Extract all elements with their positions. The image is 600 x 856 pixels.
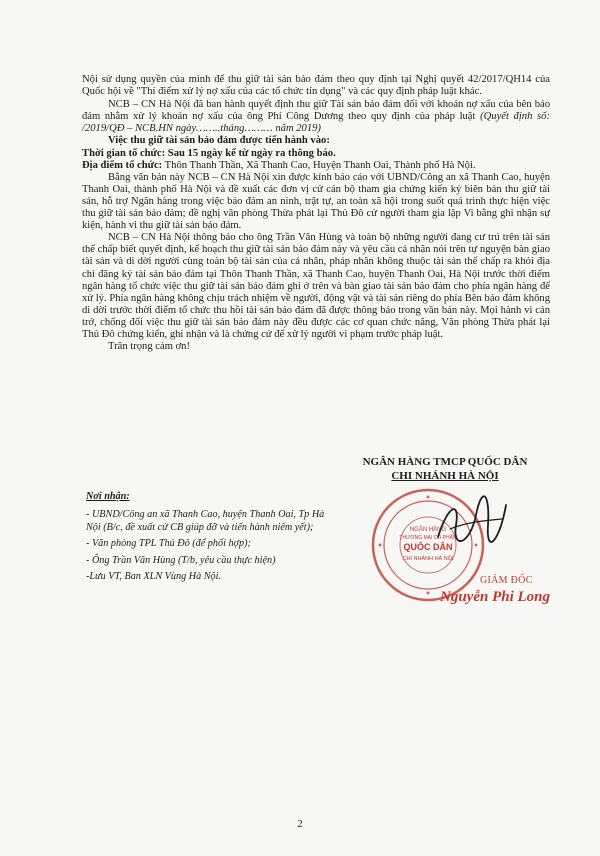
signer-name: Nguyễn Phi Long — [440, 589, 551, 605]
paragraph-legal-basis: Nội sử dụng quyền của mình để thu giữ tài sản bảo đảm theo quy định tại Nghị quyết 42/2017/QH14 của Quốc hội về "Thí điểm xử lý nợ xấu của các tổ chức tín dụng" và các quy định pháp luật khác. — [82, 74, 550, 98]
recipient-item: - Văn phòng TPL Thủ Đô (để phối hợp); — [86, 538, 251, 550]
issuer-header — [330, 455, 560, 483]
paragraph-notice: NCB – CN Hà Nội thông báo cho ông Trần Văn Hùng và toàn bộ những người đang cư trú trên tài sản thế chấp biết quyết định, kế hoạch thu giữ tài sản bảo đảm này và yêu cầu cá nhân nói trên tự nguyện bàn giao tài sản và di dời người cùng toàn bộ tài sản của cá nhân, pháp nhân không thuộc tài sản thế chấp ra khỏi địa chỉ đăng ký tài sản bảo đảm tại Thôn Thanh Thần, xã Thanh Cao, huyện Thanh Oai, Hà Nội trước thời điểm ngân hàng tổ chức việc thu giữ tài sản bảo đảm ghi ở trên và bàn giao tài sản bảo đảm cho phía ngân hàng để xử lý. Phía ngân hàng không chịu trách nhiệm về người, động vật và tài sản riêng do phía Bên bảo đảm không di dời trước thời điểm tổ chức thu hồi tài sản bảo đảm đã được thông báo trong văn bản này. Mọi hành vi cản trở, chống đối việc thu giữ tài sản bảo đảm này đều được các cơ quan chức năng, Văn phòng Thừa phát lại Thủ Đô chứng kiến, ghi nhận và là chứng cứ để xử lý người vi phạm trước pháp luật. — [82, 232, 550, 340]
paragraph-decision — [82, 99, 550, 135]
signer-title: GIÁM ĐỐC — [480, 575, 533, 586]
paragraph-schedule-intro: Việc thu giữ tài sản bảo đảm được tiến hành vào: — [108, 135, 330, 147]
place-value: Thôn Thanh Thần, Xã Thanh Cao, Huyện Thanh Oai, Thành phố Hà Nội. — [162, 159, 476, 171]
recipients-heading: Nơi nhận: — [86, 491, 130, 502]
decision-reference: (Quyết định số: /2019/QĐ – NCB.HN ngày……..tháng……… năm 2019) — [82, 111, 550, 135]
place-label: Địa điểm tổ chức: — [82, 159, 163, 171]
document-body — [82, 74, 550, 353]
time-label: Thời gian tổ chức: — [82, 147, 166, 159]
seal-line-1: NGÂN HÀNG — [409, 527, 447, 533]
handwritten-signature-icon — [430, 485, 510, 555]
seal-line-4: CHI NHÁNH HÀ NỘI — [402, 556, 454, 562]
seal-line-3: QUỐC DÂN — [403, 542, 453, 552]
closing-thanks: Trân trọng cảm ơn! — [108, 341, 191, 353]
time-value: Sau 15 ngày kể từ ngày ra thông báo. — [165, 147, 336, 159]
issuer-bank-name: NGÂN HÀNG TMCP QUỐC DÂN — [362, 456, 528, 468]
place-line — [82, 160, 550, 172]
page-number: 2 — [297, 818, 303, 830]
recipient-item: -Lưu VT, Ban XLN Vùng Hà Nội. — [86, 571, 221, 583]
issuer-branch-name: CHI NHÁNH HÀ NỘI — [391, 470, 499, 482]
signature-block — [330, 455, 570, 625]
seal-line-2: THƯƠNG MẠI CỔ PHẦN — [399, 535, 457, 541]
decision-text: NCB – CN Hà Nội đã ban hành quyết định thu giữ Tài sản bảo đảm đối với khoản nợ xấu của bên bảo đảm nhằm xử lý khoản nợ xấu của ông Phí Công Dương theo quy định của pháp luật — [82, 99, 550, 123]
time-line — [82, 148, 550, 160]
recipient-item: - Ông Trần Văn Hùng (T/b, yêu cầu thực hiện) — [86, 554, 276, 566]
paragraph-request: Bằng văn bản này NCB – CN Hà Nội xin được kính báo cáo với UBND/Công an xã Thanh Cao, huyện Thanh Oai, thành phố Hà Nội và đề xuất các đơn vị cử cán bộ tham gia chứng kiến ký biên bản thu giữ tài sản, hỗ trợ Ngân hàng trong việc bảo đảm an ninh, trật tự, an toàn xã hội trong suốt quá trình thực hiện việc thu giữ tài sản bảo đảm; đề nghị văn phòng Thừa phát lại Thủ Đô cử người tham gia lập Vi bằng ghi nhận sự kiện, hành vi thu giữ tài sản bảo đảm. — [82, 171, 550, 232]
recipient-item: - UBND/Công an xã Thanh Cao, huyện Thanh Oai, Tp Hà Nội (B/c, đề xuất cử CB giúp đỡ và tiến hành niêm yết); — [86, 509, 325, 533]
recipients-block — [86, 491, 326, 587]
